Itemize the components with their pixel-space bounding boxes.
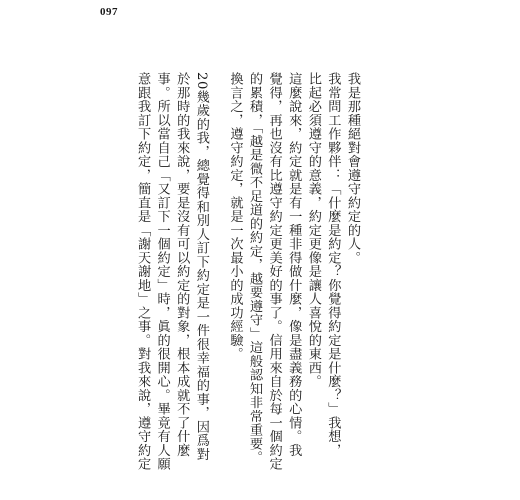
text-line: 的累積，「越是微不足道的約定，越要遵守」這般認知非常重要。: [247, 72, 263, 465]
text-line: 20幾歲的我，總覺得和別人訂下約定是一件很幸福的事，因爲對: [193, 72, 209, 462]
text-line: 換言之，遵守約定，就是一次最小的成功經驗。: [227, 72, 243, 361]
text-line: 意跟我訂下約定，簡直是「謝天謝地」之事。對我來說，遵守約定: [135, 72, 151, 471]
text-line: 我常問工作夥伴：「什麼是約定？你覺得約定是什麼？」我想，: [325, 72, 341, 457]
paragraph-3: [132, 72, 210, 471]
text-line: 覺得，再也沒有比遵守約定更美好的事了。信用來自於每一個約定: [266, 72, 282, 471]
paragraph-2: [225, 72, 303, 471]
text-line: 事。所以當自己「又訂下一個約定」時，眞的很開心。畢竟有人願: [154, 72, 170, 471]
paragraph-1: [303, 72, 362, 457]
text-line: 我是那種絕對會遵守約定的人。: [345, 72, 360, 265]
text-line: 比起必須遵守的意義，約定更像是讓人喜悅的東西。: [305, 72, 321, 389]
body-text: [118, 72, 362, 471]
page-number: 097: [100, 6, 118, 18]
text-line: 這麼說來，約定就是有一種非得做什麼，像是盡義務的心情。我: [286, 72, 302, 457]
text-line: 於那時的我來說，要是沒有可以約定的對象，根本成就不了什麼: [174, 72, 190, 457]
